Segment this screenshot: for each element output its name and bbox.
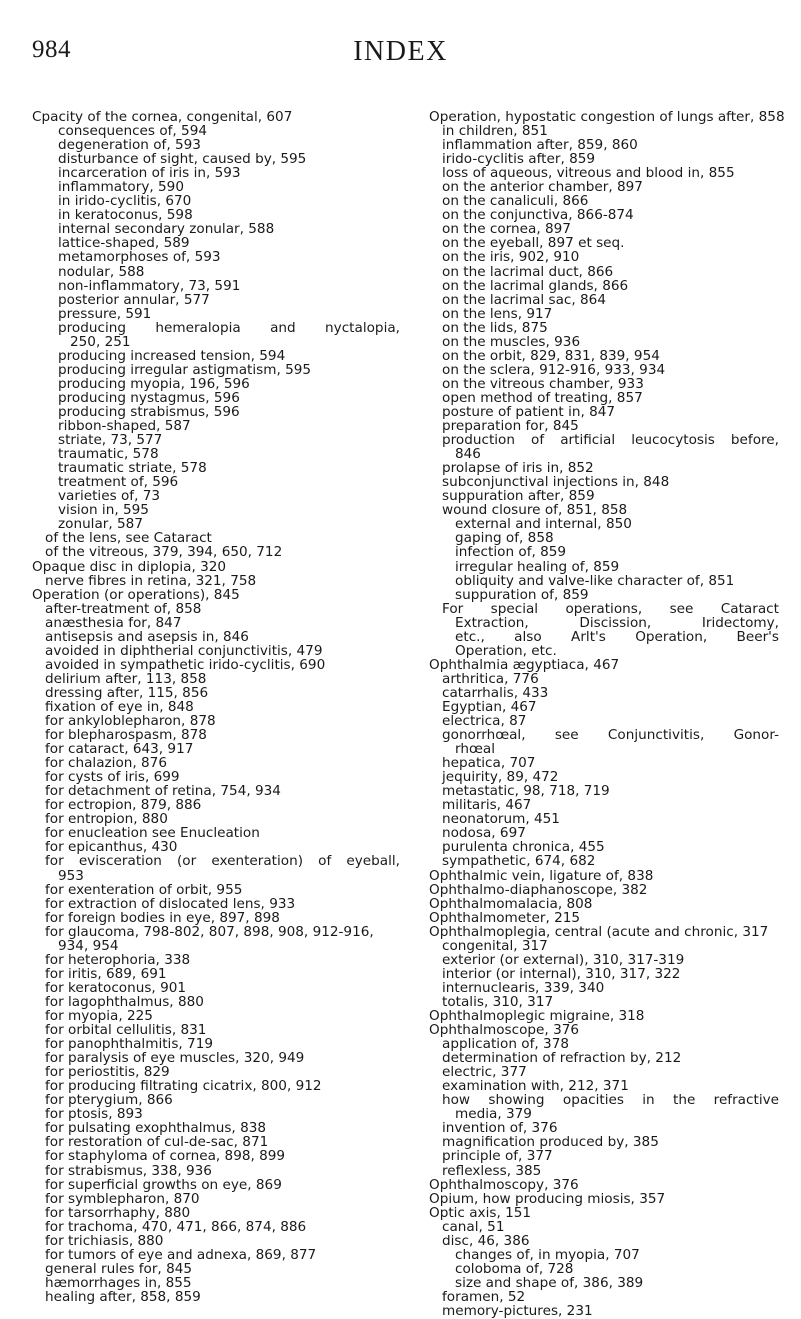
index-entry: Optic axis, 151 <box>429 1204 532 1221</box>
index-entry: producing nystagmus, 596 <box>58 389 240 406</box>
index-entry: on the conjunctiva, 866-874 <box>442 207 634 224</box>
index-entry: traumatic striate, 578 <box>58 460 207 477</box>
index-entry: pressure, 591 <box>58 305 152 322</box>
index-entry: irido-cyclitis after, 859 <box>442 151 596 168</box>
index-entry: magnification produced by, 385 <box>442 1134 659 1151</box>
index-entry: for enucleation see Enucleation <box>45 825 260 842</box>
index-entry: Ophthalmoscopy, 376 <box>429 1176 579 1193</box>
index-entry: nerve fibres in retina, 321, 758 <box>45 572 257 589</box>
index-entry: producing strabismus, 596 <box>58 403 240 420</box>
index-entry: for pulsating exophthalmus, 838 <box>45 1120 267 1137</box>
index-entry: rhœal <box>455 741 495 758</box>
index-entry: producing irregular astigmatism, 595 <box>58 361 312 378</box>
index-entry: for orbital cellulitis, 831 <box>45 1022 207 1039</box>
index-entry: metamorphoses of, 593 <box>58 249 221 266</box>
index-entry: traumatic, 578 <box>58 446 159 463</box>
index-entry: arthritica, 776 <box>442 670 539 687</box>
index-entry: varieties of, 73 <box>58 488 161 505</box>
index-entry: for superficial growths on eye, 869 <box>45 1176 282 1193</box>
index-entry: for symblepharon, 870 <box>45 1190 200 1207</box>
index-entry: for ectropion, 879, 886 <box>45 797 202 814</box>
index-entry: reflexless, 385 <box>442 1162 542 1179</box>
index-entry: disc, 46, 386 <box>442 1232 530 1249</box>
index-entry: obliquity and valve-like character of, 851 <box>455 572 735 589</box>
index-entry: for blepharospasm, 878 <box>45 727 207 744</box>
index-entry: on the eyeball, 897 et seq. <box>442 235 625 252</box>
index-entry: on the orbit, 829, 831, 839, 954 <box>442 347 660 364</box>
index-entry: for producing filtrating cicatrix, 800, 912 <box>45 1078 322 1095</box>
index-entry: for staphyloma of cornea, 898, 899 <box>45 1148 286 1165</box>
index-entry: after-treatment of, 858 <box>45 600 202 617</box>
index-entry: for cataract, 643, 917 <box>45 741 194 758</box>
index-entry: producing increased tension, 594 <box>58 347 286 364</box>
index-entry: for tarsorrhaphy, 880 <box>45 1204 191 1221</box>
index-entry: for pterygium, 866 <box>45 1092 173 1109</box>
index-entry: production of artificial leucocytosis before, <box>442 432 779 449</box>
index-entry: anæsthesia for, 847 <box>45 614 182 631</box>
index-entry: Ophthalmo-diaphanoscope, 382 <box>429 881 648 898</box>
index-entry: internal secondary zonular, 588 <box>58 221 275 238</box>
index-entry: Operation, etc. <box>455 642 557 659</box>
index-entry: on the lacrimal duct, 866 <box>442 263 614 280</box>
index-entry: For special operations, see Cataract <box>442 600 779 617</box>
index-entry: changes of, in myopia, 707 <box>455 1246 640 1263</box>
index-entry: for keratoconus, 901 <box>45 979 187 996</box>
index-entry: principle of, 377 <box>442 1148 553 1165</box>
index-entry: antisepsis and asepsis in, 846 <box>45 628 249 645</box>
index-entry: for restoration of cul-de-sac, 871 <box>45 1134 269 1151</box>
index-entry: dressing after, 115, 856 <box>45 684 209 701</box>
page-number: 984 <box>32 36 71 63</box>
index-entry: of the lens, see Cataract <box>45 530 212 547</box>
index-entry: ribbon-shaped, 587 <box>58 418 191 435</box>
index-entry: for panophthalmitis, 719 <box>45 1036 213 1053</box>
page-title: INDEX <box>353 36 448 67</box>
index-entry: for glaucoma, 798-802, 807, 898, 908, 912-916, <box>45 923 374 940</box>
index-entry: non-inflammatory, 73, 591 <box>58 277 241 294</box>
index-column-right <box>429 109 785 1319</box>
index-entry: on the anterior chamber, 897 <box>442 179 643 196</box>
index-entry: for extraction of dislocated lens, 933 <box>45 895 296 912</box>
index-entry: lattice-shaped, 589 <box>58 235 190 252</box>
index-entry: sympathetic, 674, 682 <box>442 853 596 870</box>
index-entry: fixation of eye in, 848 <box>45 698 194 715</box>
index-entry: external and internal, 850 <box>455 516 632 533</box>
index-entry: in irido-cyclitis, 670 <box>58 193 192 210</box>
index-entry: media, 379 <box>455 1106 532 1123</box>
index-entry: Operation, hypostatic congestion of lungs after, 858 <box>429 109 785 125</box>
index-entry: for tumors of eye and adnexa, 869, 877 <box>45 1246 317 1263</box>
index-entry: suppuration of, 859 <box>455 586 589 603</box>
index-entry: interior (or internal), 310, 317, 322 <box>442 965 681 982</box>
index-entry: on the cornea, 897 <box>442 221 571 238</box>
index-entry: for trachoma, 470, 471, 866, 874, 886 <box>45 1218 307 1235</box>
index-entry: for foreign bodies in eye, 897, 898 <box>45 909 280 926</box>
index-entry: 250, 251 <box>70 333 131 350</box>
index-entry: inflammation after, 859, 860 <box>442 137 638 154</box>
index-entry: determination of refraction by, 212 <box>442 1050 682 1067</box>
index-entry: nodosa, 697 <box>442 825 526 842</box>
index-entry: for evisceration (or exenteration) of eyeball, <box>45 853 400 870</box>
index-entry: irregular healing of, 859 <box>455 558 620 575</box>
index-entry: consequences of, 594 <box>58 123 208 140</box>
index-entry: congenital, 317 <box>442 937 548 954</box>
index-entry: gonorrhœal, see Conjunctivitis, Gonor- <box>442 727 779 744</box>
index-entry: how showing opacities in the refractive <box>442 1092 779 1109</box>
index-entry: purulenta chronica, 455 <box>442 839 605 856</box>
index-entry: 846 <box>455 446 481 463</box>
index-entry: for periostitis, 829 <box>45 1064 170 1081</box>
index-entry: Opium, how producing miosis, 357 <box>429 1190 666 1207</box>
index-entry: for myopia, 225 <box>45 1008 153 1024</box>
index-entry: on the lacrimal sac, 864 <box>442 291 606 308</box>
index-entry: producing hemeralopia and nyctalopia, <box>58 319 400 336</box>
index-entry: Ophthalmia ægyptiaca, 467 <box>429 656 620 673</box>
index-entry: memory-pictures, 231 <box>442 1302 593 1319</box>
index-entry: invention of, 376 <box>442 1120 558 1137</box>
index-entry: for strabismus, 338, 936 <box>45 1162 212 1179</box>
index-entry: jequirity, 89, 472 <box>442 769 559 786</box>
index-entry: zonular, 587 <box>58 516 143 533</box>
index-entry: incarceration of iris in, 593 <box>58 165 241 182</box>
index-entry: etc., also Arlt's Operation, Beer's <box>455 628 779 645</box>
index-entry: Operation (or operations), 845 <box>32 586 240 603</box>
index-entry: open method of treating, 857 <box>442 389 643 406</box>
index-entry: loss of aqueous, vitreous and blood in, 855 <box>442 165 735 182</box>
index-entry: 953 <box>58 867 84 884</box>
index-entry: electrica, 87 <box>442 713 527 730</box>
index-entry: Ophthalmoplegic migraine, 318 <box>429 1008 645 1024</box>
index-entry: neonatorum, 451 <box>442 811 560 828</box>
index-entry: on the muscles, 936 <box>442 333 581 350</box>
index-entry: disturbance of sight, caused by, 595 <box>58 151 307 168</box>
index-column-left <box>32 110 400 1304</box>
index-entry: examination with, 212, 371 <box>442 1078 629 1095</box>
index-entry: hepatica, 707 <box>442 755 536 772</box>
index-entry: nodular, 588 <box>58 263 145 280</box>
index-entry: Ophthalmometer, 215 <box>429 909 581 926</box>
index-entry: Ophthalmomalacia, 808 <box>429 895 593 912</box>
index-entry: on the canaliculi, 866 <box>442 193 589 210</box>
index-entry: suppuration after, 859 <box>442 488 595 505</box>
index-entry: coloboma of, 728 <box>455 1260 574 1277</box>
index-entry: for ankyloblepharon, 878 <box>45 713 216 730</box>
index-entry: 934, 954 <box>58 937 119 954</box>
index-entry: vision in, 595 <box>58 502 149 519</box>
index-entry: for detachment of retina, 754, 934 <box>45 783 281 800</box>
index-entry: Ophthalmoscope, 376 <box>429 1022 580 1039</box>
index-entry: subconjunctival injections in, 848 <box>442 474 670 491</box>
index-entry: in children, 851 <box>442 123 548 140</box>
index-entry: posterior annular, 577 <box>58 291 210 308</box>
index-entry: treatment of, 596 <box>58 474 179 491</box>
index-entry: Ophthalmoplegia, central (acute and chronic, 317 <box>429 923 769 940</box>
index-entry: for epicanthus, 430 <box>45 839 178 856</box>
index-entry: preparation for, 845 <box>442 418 579 435</box>
index-entry: Ophthalmic vein, ligature of, 838 <box>429 867 654 884</box>
index-entry: gaping of, 858 <box>455 530 554 547</box>
index-entry: on the lens, 917 <box>442 305 553 322</box>
index-entry: prolapse of iris in, 852 <box>442 460 594 477</box>
index-entry: for exenteration of orbit, 955 <box>45 881 243 898</box>
index-entry: hæmorrhages in, 855 <box>45 1274 192 1291</box>
index-entry: general rules for, 845 <box>45 1260 193 1277</box>
index-entry: striate, 73, 577 <box>58 432 163 449</box>
index-entry: for entropion, 880 <box>45 811 168 828</box>
index-entry: infection of, 859 <box>455 544 567 561</box>
index-entry: totalis, 310, 317 <box>442 993 554 1010</box>
index-entry: for chalazion, 876 <box>45 755 167 772</box>
index-entry: avoided in diphtherial conjunctivitis, 479 <box>45 642 323 659</box>
index-entry: healing after, 858, 859 <box>45 1288 201 1305</box>
index-entry: canal, 51 <box>442 1218 505 1235</box>
index-entry: for ptosis, 893 <box>45 1106 143 1123</box>
index-entry: Extraction, Discission, Iridectomy, <box>455 614 779 631</box>
index-entry: militaris, 467 <box>442 797 532 814</box>
index-entry: for cysts of iris, 699 <box>45 769 180 786</box>
index-entry: producing myopia, 196, 596 <box>58 375 250 392</box>
index-entry: for trichiasis, 880 <box>45 1232 164 1249</box>
index-entry: foramen, 52 <box>442 1288 526 1305</box>
index-entry: electric, 377 <box>442 1064 527 1081</box>
index-entry: on the iris, 902, 910 <box>442 249 580 266</box>
index-entry: for iritis, 689, 691 <box>45 965 167 982</box>
index-entry: for paralysis of eye muscles, 320, 949 <box>45 1050 305 1067</box>
index-entry: on the lids, 875 <box>442 319 548 336</box>
index-entry: for heterophoria, 338 <box>45 951 191 968</box>
index-entry: Cpacity of the cornea, congenital, 607 <box>32 109 293 125</box>
index-entry: inflammatory, 590 <box>58 179 184 196</box>
index-entry: degeneration of, 593 <box>58 137 201 154</box>
index-entry: posture of patient in, 847 <box>442 403 616 420</box>
index-entry: delirium after, 113, 858 <box>45 670 207 687</box>
index-entry: Egyptian, 467 <box>442 698 537 715</box>
index-entry: application of, 378 <box>442 1036 569 1053</box>
index-entry: metastatic, 98, 718, 719 <box>442 783 610 800</box>
index-entry: wound closure of, 851, 858 <box>442 502 628 519</box>
index-entry: avoided in sympathetic irido-cyclitis, 690 <box>45 656 326 673</box>
index-entry: Opaque disc in diplopia, 320 <box>32 558 227 575</box>
index-entry: internuclearis, 339, 340 <box>442 979 605 996</box>
index-entry: for lagophthalmus, 880 <box>45 993 204 1010</box>
index-entry: on the sclera, 912-916, 933, 934 <box>442 361 666 378</box>
index-entry: size and shape of, 386, 389 <box>455 1274 644 1291</box>
index-entry: in keratoconus, 598 <box>58 207 193 224</box>
index-entry: of the vitreous, 379, 394, 650, 712 <box>45 544 283 561</box>
index-entry: on the lacrimal glands, 866 <box>442 277 629 294</box>
index-entry: exterior (or external), 310, 317-319 <box>442 951 685 968</box>
index-entry: on the vitreous chamber, 933 <box>442 375 644 392</box>
index-entry: catarrhalis, 433 <box>442 684 549 701</box>
